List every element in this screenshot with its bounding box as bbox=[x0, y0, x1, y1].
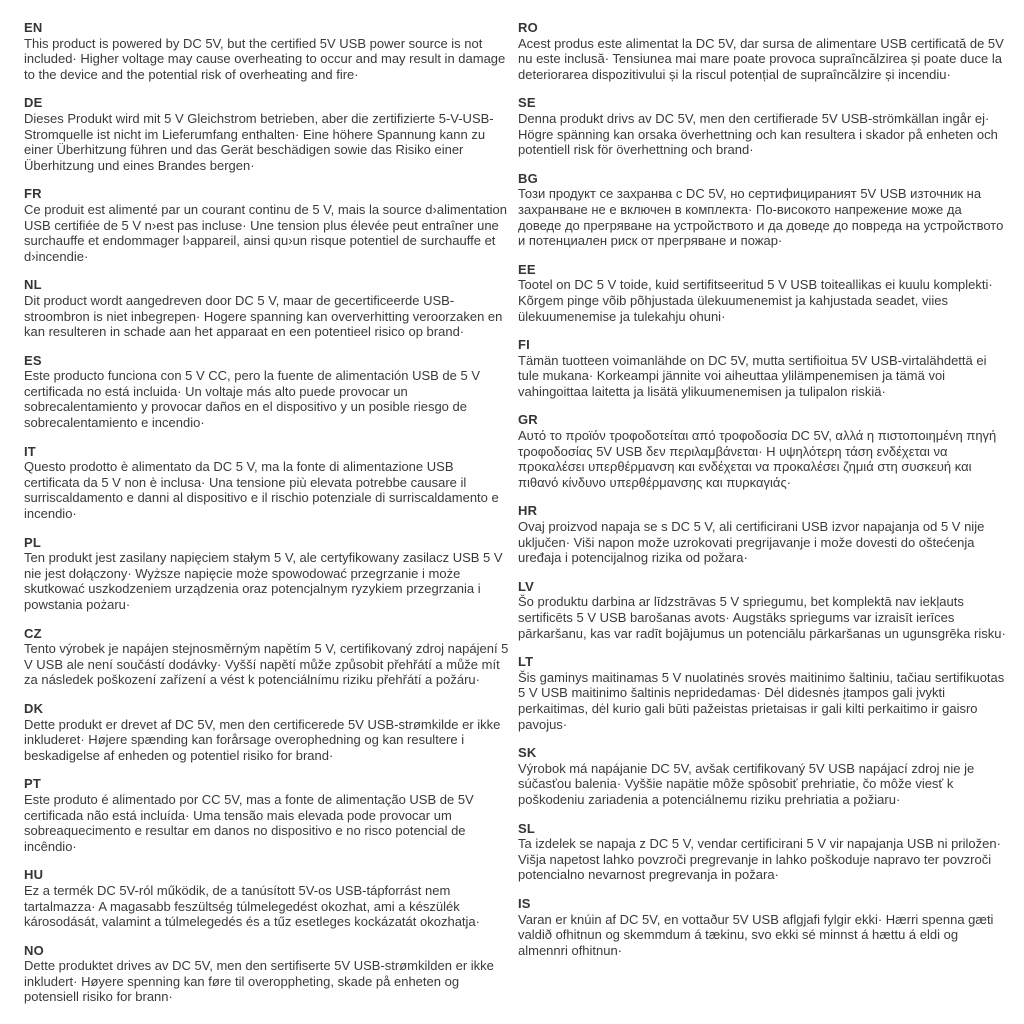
language-warning-text: Este produto é alimentado por CC 5V, mas a fonte de alimentação USB de 5V certificada não está incluída· Uma tensão mais elevada pode provocar um sobreaquecimento e resultar em danos no dispositivo e no risco potencial de incêndio· bbox=[24, 791, 474, 854]
right-column bbox=[518, 20, 1006, 1024]
language-warning-text: Ce produit est alimenté par un courant continu de 5 V, mais la source d›alimentation USB certifiée de 5 V n›est pas incluse· Une tension plus élevée peut entraîner une surchauffe et endommager l›appareil, ainsi qu›un risque potentiel de surchauffe et d›incendie· bbox=[24, 201, 507, 264]
language-code-heading: EE bbox=[518, 261, 536, 277]
language-code-heading: FR bbox=[24, 186, 42, 202]
language-block bbox=[518, 821, 1006, 883]
language-warning-text: Šo produktu darbina ar līdzstrāvas 5 V spriegumu, bet komplektā nav iekļauts sertificēts 5 V USB barošanas avots· Augstāks spriegums var izraisīt ierīces pārkaršanu, kas var radīt bojājumus un potenciālu pārkaršanas un ugunsgrēka risku· bbox=[518, 594, 1006, 641]
language-block bbox=[24, 444, 512, 522]
language-block bbox=[24, 20, 512, 82]
language-block bbox=[24, 776, 512, 854]
language-code-heading: BG bbox=[518, 170, 538, 186]
language-code-heading: RO bbox=[518, 20, 538, 35]
language-block bbox=[24, 277, 512, 339]
language-warning-text: Questo prodotto è alimentato da DC 5 V, ma la fonte di alimentazione USB certificata da 5 V non è inclusa· Una tensione più elevata potrebbe causare il surriscaldamento e danni al dispositivo e il rischio potenziale di surriscaldamento e incendio· bbox=[24, 459, 499, 522]
language-block bbox=[24, 867, 512, 929]
language-code-heading: CZ bbox=[24, 625, 42, 641]
language-code-heading: LV bbox=[518, 578, 535, 594]
language-code-heading: DK bbox=[24, 700, 44, 716]
language-block bbox=[518, 171, 1006, 249]
language-block bbox=[518, 579, 1006, 641]
language-code-heading: LT bbox=[518, 654, 534, 670]
language-block bbox=[518, 745, 1006, 807]
language-warning-text: Dette produktet drives av DC 5V, men den sertifiserte 5V USB-strømkilden er ikke inkludert· Høyere spenning kan føre til overoppheting, skade på enheten og potensiell risiko for brann· bbox=[24, 958, 494, 1005]
language-code-heading: DE bbox=[24, 95, 43, 111]
language-block bbox=[518, 896, 1006, 958]
language-warning-text: Ez a termék DC 5V-ról működik, de a tanúsított 5V-os USB-tápforrást nem tartalmazza· A magasabb feszültség túlmelegedést okozhat, ami a készülék károsodását, valamint a túlmelegedés és a tűz esetleges kockázatát okozhatja· bbox=[24, 882, 480, 930]
language-code-heading: IT bbox=[24, 443, 36, 459]
language-warning-text: Dette produkt er drevet af DC 5V, men den certificerede 5V USB-strømkilde er ikke inkluderet· Højere spænding kan forårsage overophedning og kan resultere i beskadigelse af enheden og potentiel risiko for brand· bbox=[24, 716, 501, 763]
language-block bbox=[518, 337, 1006, 399]
language-block bbox=[24, 943, 512, 1005]
language-warning-text: This product is powered by DC 5V, but the certified 5V USB power source is not included· Higher voltage may cause overheating to occur and may result in damage to the device and the potential risk of overheating and fire· bbox=[24, 35, 506, 82]
language-warning-text: Dit product wordt aangedreven door DC 5 V, maar de gecertificeerde USB-stroombron is niet inbegrepen· Hogere spanning kan oververhitting veroorzaken en kan resulteren in schade aan het apparaat en een potentieel risico op brand· bbox=[24, 292, 503, 340]
language-code-heading: ES bbox=[24, 352, 42, 368]
language-code-heading: SL bbox=[518, 820, 536, 836]
language-code-heading: FI bbox=[518, 337, 530, 353]
language-warning-text: Ten produkt jest zasilany napięciem stałym 5 V, ale certyfikowany zasilacz USB 5 V nie jest dołączony· Wyższe napięcie może spowodować przegrzanie i może skutkować uszkodzeniem urządzenia oraz potencjalnym ryzykiem przegrzania i powstania pożaru· bbox=[24, 550, 503, 612]
language-block bbox=[518, 20, 1006, 82]
language-warning-text: Tento výrobek je napájen stejnosměrným napětím 5 V, certifikovaný zdroj napájení 5 V USB ale není součástí dodávky· Vyšší napětí může způsobit přehřátí a může mít za následek poškození zařízení a vést k potenciálnímu riziku přehřátí a požáru· bbox=[24, 641, 509, 688]
language-block bbox=[24, 535, 512, 613]
language-code-heading: PT bbox=[24, 776, 42, 792]
language-warning-text: Este producto funciona con 5 V CC, pero la fuente de alimentación USB de 5 V certificada no está incluida· Un voltaje más alto puede provocar un sobrecalentamiento y provocar daños en el dispositivo y un posible riesgo de sobrecalentamiento e incendio· bbox=[24, 368, 480, 431]
language-code-heading: SE bbox=[518, 95, 536, 111]
language-code-heading: GR bbox=[518, 412, 538, 428]
left-column bbox=[24, 20, 512, 1024]
language-code-heading: NO bbox=[24, 942, 44, 958]
language-warning-text: Výrobok má napájanie DC 5V, avšak certifikovaný 5V USB napájací zdroj nie je súčasťou balenia· Vyššie napätie môže spôsobiť prehriatie, čo môže viesť k poškodeniu zariadenia a potenciálnemu riziku prehriatia a požiaru· bbox=[518, 760, 975, 807]
language-code-heading: IS bbox=[518, 895, 531, 911]
language-warning-text: Αυτό το προϊόν τροφοδοτείται από τροφοδοσία DC 5V, αλλά η πιστοποιημένη πηγή τροφοδοσίας 5V USB δεν περιλαμβάνεται· Η υψηλότερη τάση ενδέχεται να προκαλέσει υπερθέρμανση και ενδέχεται να προκαλέσει ζημιά στη συσκευή και πιθανό κίνδυνο υπερθέρμανσης και πυρκαγιάς· bbox=[518, 428, 997, 490]
language-warning-text: Denna produkt drivs av DC 5V, men den certifierade 5V USB-strömkällan ingår ej· Högre spänning kan orsaka överhettning och kan resultera i skador på enheten och potentiell risk för överhettning och brand· bbox=[518, 110, 998, 158]
language-warning-text: Ovaj proizvod napaja se s DC 5 V, ali certificirani USB izvor napajanja od 5 V nije uključen· Viši napon može uzrokovati pregrijavanje i može dovesti do oštećenja uređaja i potencijalnog rizika od požara· bbox=[518, 519, 985, 566]
language-block bbox=[24, 353, 512, 431]
language-block bbox=[24, 626, 512, 688]
language-warning-text: Acest produs este alimentat la DC 5V, dar sursa de alimentare USB certificată de 5V nu este inclusă· Tensiunea mai mare poate provoca supraîncălzirea și poate duce la deteriorarea dispozitivului și la riscul potențial de supraîncălzire și incendiu· bbox=[518, 35, 1004, 82]
language-warning-text: Dieses Produkt wird mit 5 V Gleichstrom betrieben, aber die zertifizierte 5-V-USB-Stromquelle ist nicht im Lieferumfang enthalten· Eine höhere Spannung kann zu einer Überhitzung führen und das Gerät beschädigen sowie das Risiko einer Überhitzung und eines Brandes bergen· bbox=[24, 110, 494, 173]
language-code-heading: NL bbox=[24, 277, 42, 293]
language-code-heading: EN bbox=[24, 20, 43, 35]
language-warning-text: Ta izdelek se napaja z DC 5 V, vendar certificirani 5 V vir napajanja USB ni priložen· Višja napetost lahko povzroči pregrevanje in lahko poškoduje napravo ter povzroči potencialno nevarnost pregrevanja in požara· bbox=[518, 836, 1001, 883]
language-warning-text: Този продукт се захранва с DC 5V, но сертифицираният 5V USB източник на захранване не е включен в комплекта· По-високото напрежение може да доведе до прегряване на устройството и да доведе до повреда на устройството и потенциален риск от прегряване и пожар· bbox=[518, 186, 1004, 249]
language-warning-text: Šis gaminys maitinamas 5 V nuolatinės srovės maitinimo šaltiniu, tačiau sertifikuotas 5 V USB maitinimo šaltinis nepridedamas· Dėl didesnės įtampos gali įvykti perkaitimas, dėl kurio gali būti pažeistas prietaisas ir gali kilti perkaitimo ir gaisro pavojus· bbox=[518, 669, 1005, 732]
language-code-heading: PL bbox=[24, 534, 42, 550]
language-block bbox=[518, 95, 1006, 157]
language-block bbox=[24, 186, 512, 264]
language-block bbox=[518, 262, 1006, 324]
language-block bbox=[518, 412, 1006, 490]
language-warning-text: Tämän tuotteen voimanlähde on DC 5V, mutta sertifioitua 5V USB-virtalähdettä ei tule mukana· Korkeampi jännite voi aiheuttaa ylilämpenemisen ja tämä voi vahingoittaa laitetta ja lisätä ylikuumenemisen ja tulipalon riskiä· bbox=[518, 352, 987, 399]
language-warning-text: Varan er knúin af DC 5V, en vottaður 5V USB aflgjafi fylgir ekki· Hærri spenna gæti valdið ofhitnun og skemmdum á tækinu, svo ekki sé minnst á hættu á eldi og almennri ofhitnun· bbox=[518, 911, 994, 958]
language-block bbox=[24, 701, 512, 763]
language-block bbox=[518, 654, 1006, 732]
language-code-heading: HR bbox=[518, 503, 538, 519]
language-code-heading: HU bbox=[24, 867, 44, 883]
language-code-heading: SK bbox=[518, 745, 537, 761]
language-block bbox=[24, 95, 512, 173]
language-block bbox=[518, 503, 1006, 565]
language-warning-text: Tootel on DC 5 V toide, kuid sertifitseeritud 5 V USB toiteallikas ei kuulu komplekti· Kõrgem pinge võib põhjustada ülekuumenemist ja kahjustada seadet, viies ülekuumenemise ja tulekahju ohuni· bbox=[518, 277, 993, 324]
